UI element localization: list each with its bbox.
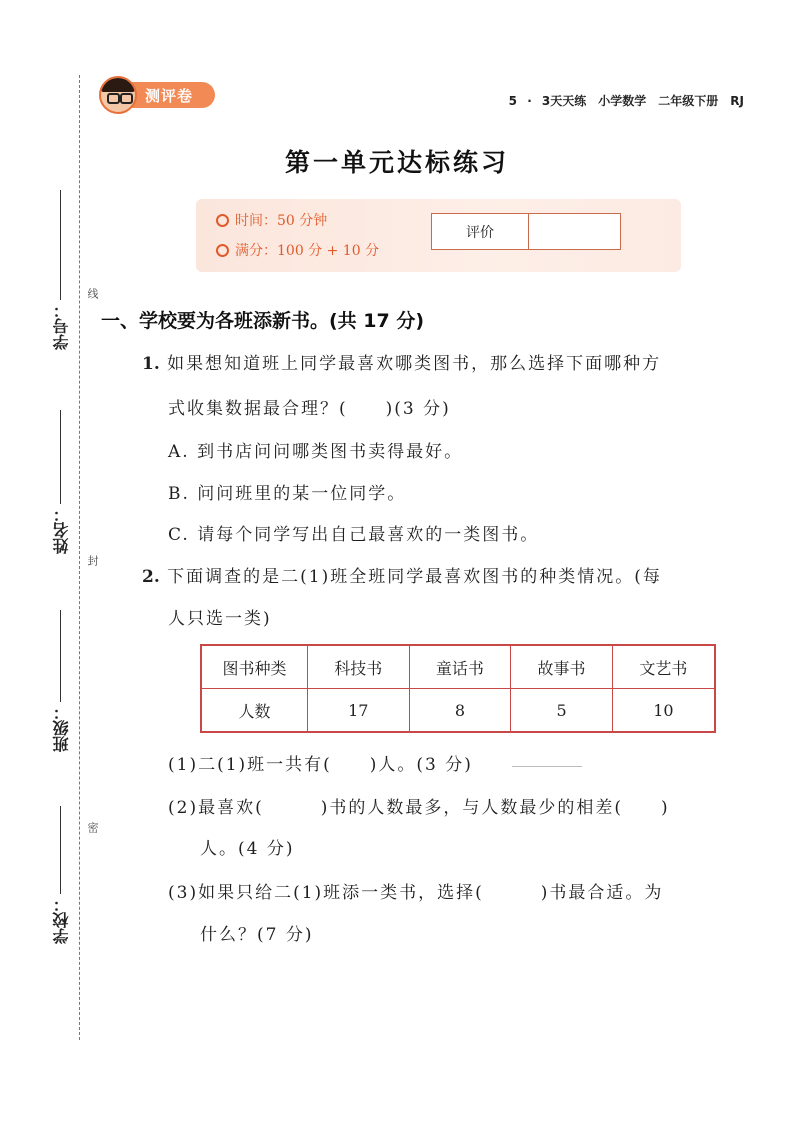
sub-question-2: (2)最喜欢( )书的人数最多，与人数最少的相差( ) bbox=[168, 798, 670, 818]
binding-mark-line: 线 bbox=[86, 288, 99, 299]
table-row bbox=[201, 645, 715, 689]
school-field[interactable] bbox=[60, 806, 61, 894]
table-row bbox=[201, 689, 715, 733]
section-heading: 一、学校要为各班添新书。(共 17 分) bbox=[101, 310, 425, 332]
option-b: B. 问问班里的某一位同学。 bbox=[168, 484, 407, 504]
binding-mark-secret: 密 bbox=[86, 822, 99, 833]
evaluation-box bbox=[431, 213, 621, 250]
table-cell: 5 bbox=[511, 689, 613, 733]
badge-label: 测评卷 bbox=[145, 87, 194, 105]
score-row bbox=[216, 240, 379, 260]
option-c: C. 请每个同学写出自己最喜欢的一类图书。 bbox=[168, 525, 540, 545]
school-label: 学校： bbox=[52, 896, 71, 944]
question-text: 如果想知道班上同学最喜欢哪类图书，那么选择下面哪种方 bbox=[167, 354, 662, 374]
test-badge bbox=[99, 76, 215, 114]
evaluation-label: 评价 bbox=[432, 214, 529, 249]
checkmark-icon bbox=[216, 244, 229, 257]
class-label: 班级： bbox=[52, 704, 71, 752]
question-2-line-2: 人只选一类) bbox=[168, 609, 272, 629]
sub-question-3: (3)如果只给二(1)班添一类书，选择( )书最合适。为 bbox=[168, 883, 664, 903]
page-title: 第一单元达标练习 bbox=[284, 148, 509, 177]
question-number: 1. bbox=[142, 354, 160, 374]
score-value: 100 分 + 10 分 bbox=[277, 243, 380, 259]
option-a: A. 到书店问问哪类图书卖得最好。 bbox=[168, 442, 464, 462]
series-info: 5 · 3天天练 小学数学 二年级下册 RJ bbox=[508, 94, 744, 108]
question-number: 2. bbox=[142, 567, 160, 587]
question-1 bbox=[142, 349, 661, 374]
table-cell: 童话书 bbox=[409, 645, 511, 689]
answer-line[interactable] bbox=[512, 766, 582, 767]
name-field[interactable] bbox=[60, 410, 61, 504]
table-row-header: 人数 bbox=[201, 689, 308, 733]
table-cell: 8 bbox=[409, 689, 511, 733]
name-label: 姓名： bbox=[52, 506, 71, 554]
evaluation-field[interactable] bbox=[529, 214, 620, 249]
table-cell: 故事书 bbox=[511, 645, 613, 689]
score-label: 满分： bbox=[235, 243, 277, 259]
table-cell: 文艺书 bbox=[612, 645, 715, 689]
student-id-field[interactable] bbox=[60, 190, 61, 300]
question-text: 下面调查的是二(1)班全班同学最喜欢图书的种类情况。(每 bbox=[167, 567, 662, 587]
table-cell: 科技书 bbox=[308, 645, 410, 689]
question-1-line-2: 式收集数据最合理？( )(3 分) bbox=[168, 399, 451, 419]
clock-icon bbox=[216, 214, 229, 227]
binding-dashed-line bbox=[79, 75, 80, 1040]
survey-table bbox=[200, 644, 716, 733]
exam-info-panel bbox=[196, 199, 681, 272]
student-id-label: 学号： bbox=[52, 302, 71, 350]
question-2 bbox=[142, 562, 662, 587]
table-cell: 17 bbox=[308, 689, 410, 733]
sub-question-2-line-2: 人。(4 分) bbox=[200, 839, 295, 859]
table-cell: 10 bbox=[612, 689, 715, 733]
sub-question-3-line-2: 什么？(7 分) bbox=[200, 925, 314, 945]
time-value: 50 分钟 bbox=[277, 213, 328, 229]
class-field[interactable] bbox=[60, 610, 61, 702]
time-row bbox=[216, 210, 327, 230]
sub-question-1: (1)二(1)班一共有( )人。(3 分) bbox=[168, 755, 473, 775]
time-label: 时间： bbox=[235, 213, 277, 229]
student-avatar-icon bbox=[99, 76, 137, 114]
table-row-header: 图书种类 bbox=[201, 645, 308, 689]
binding-mark-seal: 封 bbox=[86, 555, 99, 566]
